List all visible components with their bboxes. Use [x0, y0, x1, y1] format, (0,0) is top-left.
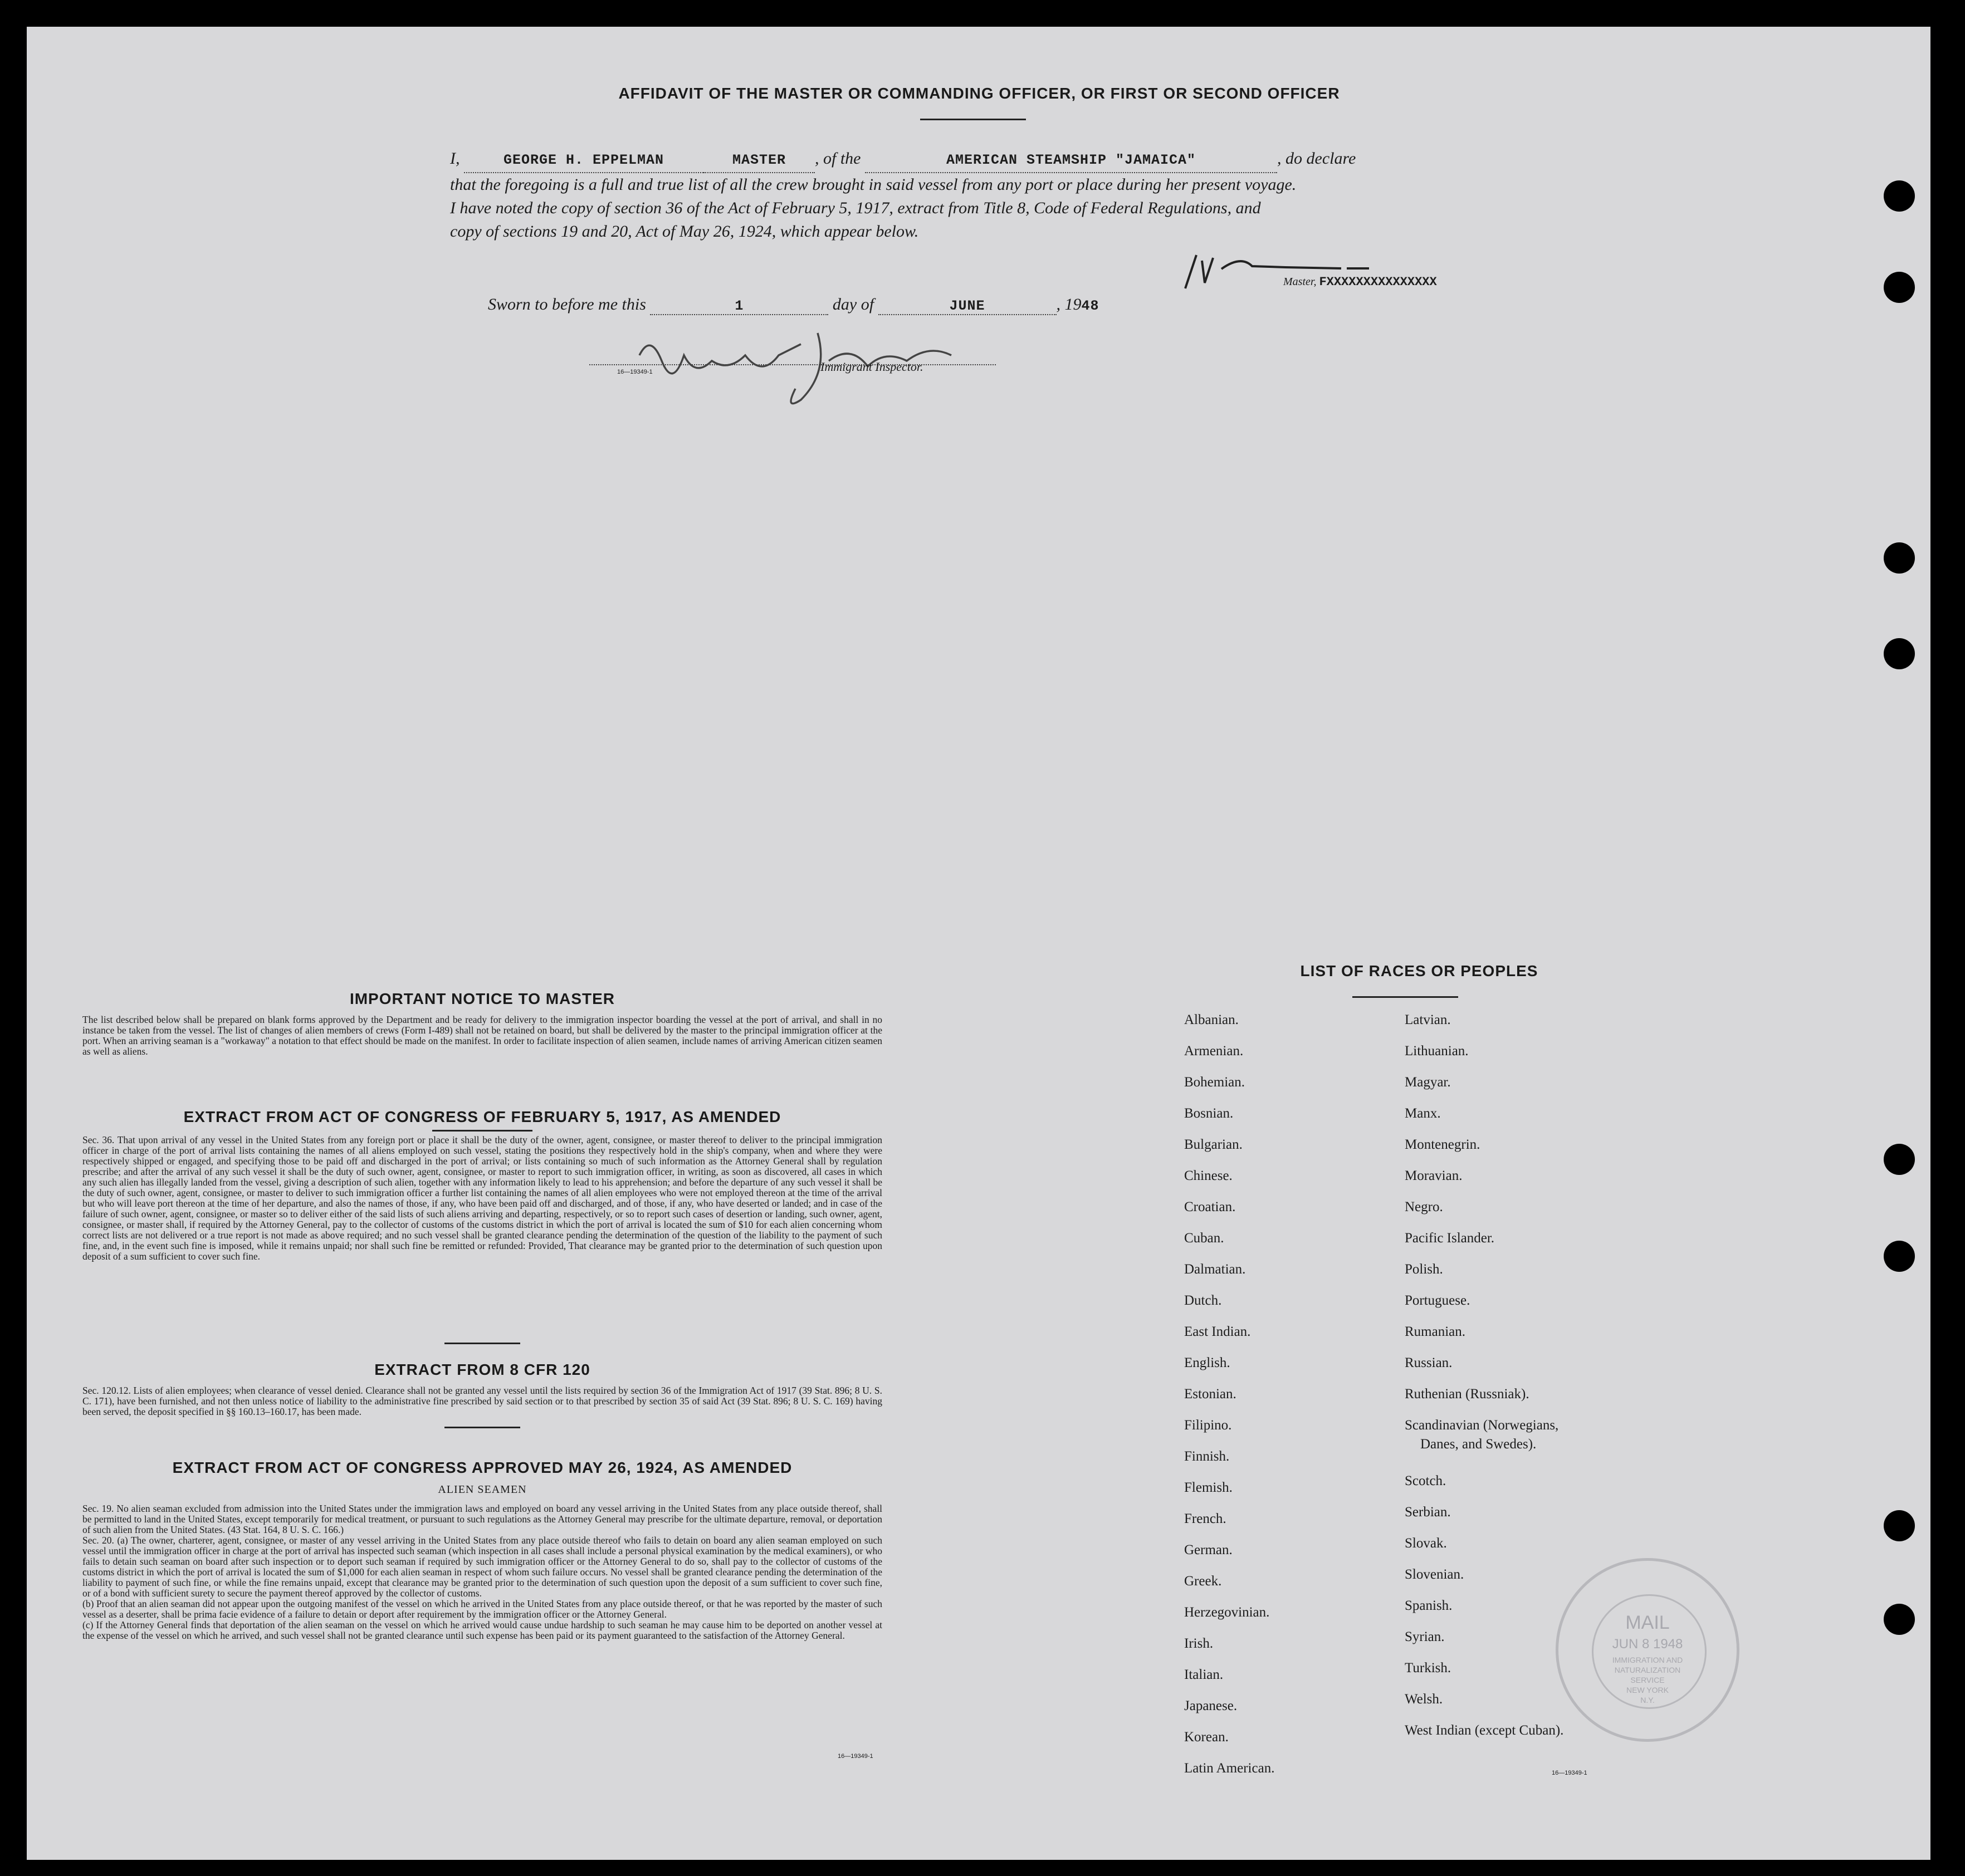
race-item: Dutch. — [1184, 1293, 1222, 1308]
races-divider — [1352, 996, 1458, 998]
section-19: Sec. 19. No alien seaman excluded from admission into the United States under the immigration laws and employed on board any vessel arriving in the United States from any place outside thereof, shall be permitted to land in the United States, except temporarily for medical treatment, or pursuant to such regulations as the Attorney General may prescribe for the ultimate departure, removal, or deportation of such alien from the United States. (43 Stat. 164, 8 U. S. C. 166.) — [82, 1503, 882, 1535]
race-item: Spanish. — [1405, 1598, 1453, 1613]
decl-prefix: I, — [450, 149, 460, 168]
sworn-year-prefix: , 19 — [1056, 295, 1082, 314]
races-column-2 — [1405, 1012, 1563, 1754]
notice-text: The list described below shall be prepared on blank forms approved by the Department and be ready for delivery to the immigration inspector boarding the vessel at the port of arrival, and shall in no instance be taken from the vessel. The list of changes of alien members of crews (Form I-489) shall not be retained on board, but shall be delivered by the master to the principal immigration officer at the port. When an arriving seaman is a "workaway" a notation to that effect should be made on the manifest. In order to facilitate inspection of alien seamen, include names of arriving American citizen seamen as well as aliens. — [82, 1014, 882, 1057]
stamp-line-4: NEW YORK — [1626, 1686, 1669, 1694]
sworn-day-of: day of — [832, 295, 874, 314]
race-item: Slovak. — [1405, 1536, 1447, 1551]
race-item: Pacific Islander. — [1405, 1231, 1495, 1246]
extract-1917-text: Sec. 36. That upon arrival of any vessel in the United States from any foreign port or place it shall be the duty of the owner, agent, consignee, or master thereof to deliver to the principal immigration officer in charge of the port of arrival lists containing the names of all aliens employed on such vessel, stating the positions they respectively hold in the ship's company, when and where they were respectively shipped or engaged, and specifying those to be paid off and discharged in the port of arrival; or lists containing so much of such information as the Attorney General shall by regulation prescribe; and after the arrival of any such vessel it shall be the duty of such owner, agent, consignee, or master to report to such immigration officer, in writing, as soon as discovered, all cases in which any such alien has illegally landed from the vessel, giving a description of such alien, together with any information likely to lead to his apprehension; and before the departure of any such vessel it shall be the duty of such owner, agent, consignee, or master to deliver to such immigration officer a further list containing the names of all alien employees who were not employed thereon at the time of the arrival but who will leave port thereon at the time of her departure, and also the names of those, if any, who have been paid off and discharged, and of those, if any, who have deserted or landed; and in case of the failure of such owner, agent, consignee, or master so to deliver either of the said lists of such aliens arriving and departing, respectively, or so to report such cases of desertion or landing, such owner, agent, consignee, or master shall, if required by the Attorney General, pay to the collector of customs of the customs district in which the port of arrival is located the sum of $10 for each alien concerning whom correct lists are not delivered or a true report is not made as above required; and no such vessel shall be granted clearance pending the determination of the question of the liability to the payment of such fine, and, in the event such fine is imposed, while it remains unpaid; nor shall such fine be remitted or refunded: Provided, That clearance may be granted prior to the determination of such question upon deposit of a sum sufficient to cover such fine. — [82, 1134, 882, 1262]
master-signature — [1174, 244, 1408, 300]
master-label — [1283, 275, 1437, 289]
race-item: Serbian. — [1405, 1505, 1451, 1520]
inspector-rule — [589, 364, 996, 365]
race-item: Irish. — [1184, 1636, 1214, 1651]
punch-hole — [1884, 1510, 1915, 1541]
punch-hole — [1884, 1144, 1915, 1175]
race-item: Bohemian. — [1184, 1075, 1245, 1090]
stamp-mail: MAIL — [1625, 1612, 1670, 1633]
decl-of-the: , of the — [815, 149, 861, 168]
stamp-date: JUN 8 1948 — [1612, 1637, 1683, 1652]
stamp-line-5: N.Y. — [1640, 1696, 1655, 1704]
race-item: Latin American. — [1184, 1761, 1275, 1776]
extract-form-number: 16—19349-1 — [838, 1753, 873, 1760]
race-item: Korean. — [1184, 1730, 1229, 1745]
extract-1924-title: EXTRACT FROM ACT OF CONGRESS APPROVED MAY 26, 1924, AS AMENDED — [172, 1459, 793, 1476]
race-item: Welsh. — [1405, 1692, 1443, 1707]
race-item: Turkish. — [1405, 1661, 1451, 1676]
race-item: Russian. — [1405, 1355, 1453, 1370]
stamp-line-2: NATURALIZATION — [1614, 1666, 1681, 1674]
punch-hole — [1884, 638, 1915, 669]
race-item: Ruthenian (Russniak). — [1405, 1387, 1529, 1402]
race-item: Japanese. — [1184, 1698, 1238, 1713]
extract-cfr-divider — [444, 1343, 520, 1344]
struck-out-text: FXXXXXXXXXXXXXXX — [1319, 275, 1437, 289]
extract-1917-divider — [432, 1130, 532, 1132]
race-item: Albanian. — [1184, 1012, 1239, 1027]
race-item: Manx. — [1405, 1106, 1441, 1121]
race-item: Estonian. — [1184, 1387, 1236, 1402]
declaration — [450, 147, 1525, 243]
race-item: English. — [1184, 1355, 1230, 1370]
race-item: Danes, and Swedes). — [1420, 1437, 1537, 1452]
race-item: Cuban. — [1184, 1231, 1224, 1246]
race-item: Scotch. — [1405, 1473, 1446, 1488]
punch-hole — [1884, 542, 1915, 574]
race-item: Montenegrin. — [1405, 1137, 1480, 1152]
title-divider — [920, 119, 1026, 120]
race-item: Herzegovinian. — [1184, 1605, 1270, 1620]
race-item: Chinese. — [1184, 1168, 1233, 1183]
race-item: Armenian. — [1184, 1044, 1244, 1059]
extract-1924-text — [82, 1503, 882, 1641]
race-item: Bulgarian. — [1184, 1137, 1243, 1152]
race-item: Croatian. — [1184, 1199, 1236, 1214]
alien-seamen-subtitle: ALIEN SEAMEN — [438, 1483, 527, 1496]
punch-hole — [1884, 180, 1915, 212]
master-rank: MASTER — [703, 149, 815, 173]
race-item: Scandinavian (Norwegians, — [1405, 1418, 1559, 1433]
document-page — [27, 27, 1930, 1860]
declaration-line-2: that the foregoing is a full and true list of all the crew brought in said vessel from any port or place during her present voyage. — [450, 175, 1297, 194]
race-item: Magyar. — [1405, 1075, 1451, 1090]
race-item: Finnish. — [1184, 1449, 1230, 1464]
section-20a: Sec. 20. (a) The owner, charterer, agent, consignee, or master of any vessel arriving in the United States from any place outside thereof who fails to detain on board any alien seaman employed on such vessel until the immigration officer in charge at the port of arrival has inspected such seaman (which inspection in all cases shall include a personal physical examination by the medical examiners), or who fails to detain such seaman on board after such inspection or to deport such seaman if required by such immigration officer or the Attorney General to do so, shall pay to the collector of customs of the customs district in which the port of arrival is located the sum of $1,000 for each alien seaman in respect of whom such failure occurs. No vessel shall be granted clearance pending the determination of the liability to payment of such fine, or while the fine remains unpaid, except that clearance may be granted prior to the determination of such question upon the deposit of a sum sufficient to cover such fine, or of a bond with sufficient surety to secure the payment thereof approved by the collector of customs. — [82, 1535, 882, 1599]
master-label-text: Master, — [1283, 276, 1317, 288]
section-20b: (b) Proof that an alien seaman did not appear upon the outgoing manifest of the vessel on which he arrived in the United States from any place outside thereof, or that he was reported by the master of such vessel as a deserter, shall be prima facie evidence of a failure to detain or deport after requirement by the immigration officer or the Attorney General. — [82, 1598, 882, 1620]
declaration-line-4: copy of sections 19 and 20, Act of May 26, 1924, which appear below. — [450, 222, 919, 241]
declaration-line-3: I have noted the copy of section 36 of the Act of February 5, 1917, extract from Title 8, Code of Federal Regulations, and — [450, 199, 1261, 217]
race-item: Slovenian. — [1405, 1567, 1464, 1582]
sworn-day: 1 — [650, 298, 828, 315]
vessel-name: AMERICAN STEAMSHIP "JAMAICA" — [865, 149, 1277, 173]
races-form-number: 16—19349-1 — [1552, 1770, 1587, 1776]
race-item: French. — [1184, 1511, 1226, 1526]
decl-do-declare: , do declare — [1277, 149, 1356, 168]
race-item: Polish. — [1405, 1262, 1443, 1277]
races-title: LIST OF RACES OR PEOPLES — [1300, 962, 1538, 979]
race-item: West Indian (except Cuban). — [1405, 1723, 1564, 1738]
extract-1917-title: EXTRACT FROM ACT OF CONGRESS OF FEBRUARY 5, 1917, AS AMENDED — [183, 1108, 781, 1125]
mail-received-stamp — [1556, 1558, 1739, 1742]
race-item: Greek. — [1184, 1574, 1222, 1589]
extract-1924-divider — [444, 1427, 520, 1428]
inspector-signature — [617, 322, 1007, 422]
sworn-month: JUNE — [878, 298, 1057, 315]
race-item: Filipino. — [1184, 1418, 1232, 1433]
race-item: Syrian. — [1405, 1629, 1445, 1644]
stamp-line-1: IMMIGRATION AND — [1612, 1655, 1683, 1664]
race-item: German. — [1184, 1542, 1233, 1557]
races-column-1 — [1184, 1012, 1274, 1792]
race-item: Bosnian. — [1184, 1106, 1234, 1121]
sworn-line — [488, 295, 1099, 315]
master-name: GEORGE H. EPPELMAN — [464, 149, 703, 173]
race-item: Flemish. — [1184, 1480, 1233, 1495]
notice-title: IMPORTANT NOTICE TO MASTER — [349, 990, 615, 1007]
inspector-label: Immigrant Inspector. — [820, 360, 923, 374]
sworn-year: 48 — [1081, 298, 1099, 314]
extract-cfr-text: Sec. 120.12. Lists of alien employees; when clearance of vessel denied. Clearance shall not be granted any vessel until the lists required by section 36 of the Immigration Act of 1917 (39 Stat. 896; 8 U. S. C. 171), have been furnished, and not then unless notice of liability to the administrative fine prescribed by said section or to that prescribed by section 35 of said Act (39 Stat. 896; 8 U. S. C. 169) having been served, the deposit specified in §§ 160.13–160.17, has been made. — [82, 1385, 882, 1417]
race-item: Rumanian. — [1405, 1324, 1466, 1339]
stamp-line-3: SERVICE — [1630, 1676, 1665, 1684]
race-item: Lithuanian. — [1405, 1044, 1469, 1059]
race-item: Latvian. — [1405, 1012, 1451, 1027]
race-item: Dalmatian. — [1184, 1262, 1246, 1277]
affidavit-title: AFFIDAVIT OF THE MASTER OR COMMANDING OFFICER, OR FIRST OR SECOND OFFICER — [618, 85, 1340, 102]
race-item: Portuguese. — [1405, 1293, 1470, 1308]
punch-hole — [1884, 1241, 1915, 1272]
race-item: East Indian. — [1184, 1324, 1251, 1339]
race-item: Italian. — [1184, 1667, 1224, 1682]
punch-hole — [1884, 1604, 1915, 1635]
race-item: Moravian. — [1405, 1168, 1463, 1183]
race-item: Negro. — [1405, 1199, 1443, 1214]
punch-hole — [1884, 272, 1915, 303]
sworn-label: Sworn to before me this — [488, 295, 646, 314]
extract-cfr-title: EXTRACT FROM 8 CFR 120 — [374, 1361, 590, 1378]
section-20c: (c) If the Attorney General finds that deportation of the alien seaman on the vessel on which he arrived would cause undue hardship to such seaman he may cause him to be deported on another vessel at the expense of the vessel on which he arrived, and such vessel shall not be granted clearance until such expense has been paid or its payment guaranteed to the satisfaction of the Attorney General. — [82, 1619, 882, 1641]
form-number: 16—19349-1 — [617, 369, 653, 375]
